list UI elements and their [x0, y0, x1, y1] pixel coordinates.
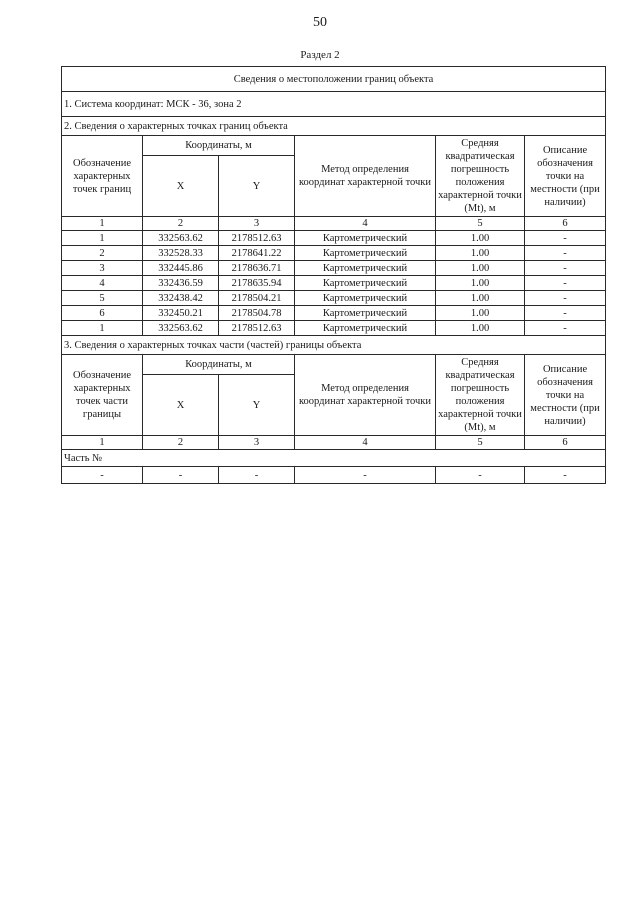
method: Картометрический [295, 291, 436, 306]
section-label: Раздел 2 [300, 49, 340, 61]
point-number: 2 [62, 246, 143, 261]
section2-title-row [62, 117, 606, 136]
error-value: 1.00 [436, 231, 525, 246]
header-description: Описание обозначения точки на местности (при наличии) [525, 355, 606, 436]
header-coords: Координаты, м [143, 355, 295, 375]
coord-y: 2178504.21 [219, 291, 295, 306]
column-number: 3 [219, 436, 295, 450]
method: Картометрический [295, 231, 436, 246]
coord-x: 332450.21 [143, 306, 219, 321]
table-row [62, 467, 606, 484]
section2-column-numbers [62, 217, 606, 231]
method: Картометрический [295, 306, 436, 321]
error-value: 1.00 [436, 276, 525, 291]
header-coords: Координаты, м [143, 136, 295, 156]
coord-x: 332563.62 [143, 321, 219, 336]
error-value: 1.00 [436, 261, 525, 276]
coord-y: 2178504.78 [219, 306, 295, 321]
column-number: 2 [143, 217, 219, 231]
method: Картометрический [295, 276, 436, 291]
column-number: 4 [295, 217, 436, 231]
table-row [62, 261, 606, 276]
section3-title: 3. Сведения о характерных точках части (частей) границы объекта [62, 336, 606, 355]
coord-system-row [62, 92, 606, 117]
coord-y: 2178512.63 [219, 231, 295, 246]
coord-x: 332436.59 [143, 276, 219, 291]
part-label-row [62, 450, 606, 467]
table-row [62, 321, 606, 336]
column-number: 4 [295, 436, 436, 450]
section2-header-row-1 [62, 136, 606, 156]
coord-system: 1. Система координат: МСК - 36, зона 2 [62, 92, 606, 117]
column-number: 5 [436, 436, 525, 450]
table-row [62, 231, 606, 246]
method: Картометрический [295, 246, 436, 261]
point-number: 5 [62, 291, 143, 306]
coord-y: 2178636.71 [219, 261, 295, 276]
point-number: 3 [62, 261, 143, 276]
description: - [525, 246, 606, 261]
header-method: Метод определения координат характерной точки [295, 136, 436, 217]
error-value: 1.00 [436, 321, 525, 336]
description: - [525, 291, 606, 306]
description: - [525, 261, 606, 276]
description: - [525, 306, 606, 321]
header-y: Y [219, 156, 295, 217]
header-description: Описание обозначения точки на местности (при наличии) [525, 136, 606, 217]
coord-x: 332528.33 [143, 246, 219, 261]
coord-x: 332563.62 [143, 231, 219, 246]
error-value: 1.00 [436, 306, 525, 321]
description: - [525, 467, 606, 484]
description: - [525, 321, 606, 336]
column-number: 6 [525, 217, 606, 231]
table-row [62, 291, 606, 306]
coord-x: - [143, 467, 219, 484]
table-title-row [62, 67, 606, 92]
description: - [525, 276, 606, 291]
error-value: 1.00 [436, 246, 525, 261]
coord-x: 332438.42 [143, 291, 219, 306]
page-number: 50 [313, 15, 327, 30]
point-number: 4 [62, 276, 143, 291]
column-number: 2 [143, 436, 219, 450]
column-number: 1 [62, 436, 143, 450]
coord-y: - [219, 467, 295, 484]
coord-y: 2178635.94 [219, 276, 295, 291]
header-designation: Обозначение характерных точек части границы [62, 355, 143, 436]
column-number: 6 [525, 436, 606, 450]
section2-title: 2. Сведения о характерных точках границ объекта [62, 117, 606, 136]
header-x: X [143, 156, 219, 217]
table-row [62, 276, 606, 291]
header-method: Метод определения координат характерной точки [295, 355, 436, 436]
header-error: Средняя квадратическая погрешность положения характерной точки (Mt), м [436, 355, 525, 436]
header-error: Средняя квадратическая погрешность положения характерной точки (Mt), м [436, 136, 525, 217]
method: Картометрический [295, 261, 436, 276]
header-x: X [143, 375, 219, 436]
point-number: 6 [62, 306, 143, 321]
boundary-table [61, 66, 606, 484]
point-number: 1 [62, 321, 143, 336]
coord-y: 2178641.22 [219, 246, 295, 261]
point-number: 1 [62, 231, 143, 246]
table-title: Сведения о местоположении границ объекта [62, 67, 606, 92]
part-label: Часть № [62, 450, 606, 467]
coord-x: 332445.86 [143, 261, 219, 276]
error-value: - [436, 467, 525, 484]
column-number: 5 [436, 217, 525, 231]
method: Картометрический [295, 321, 436, 336]
column-number: 3 [219, 217, 295, 231]
coord-y: 2178512.63 [219, 321, 295, 336]
section3-title-row [62, 336, 606, 355]
column-number: 1 [62, 217, 143, 231]
header-y: Y [219, 375, 295, 436]
table-row [62, 306, 606, 321]
description: - [525, 231, 606, 246]
header-designation: Обозначение характерных точек границ [62, 136, 143, 217]
method: - [295, 467, 436, 484]
error-value: 1.00 [436, 291, 525, 306]
section3-header-row-1 [62, 355, 606, 375]
section3-column-numbers [62, 436, 606, 450]
point-number: - [62, 467, 143, 484]
table-row [62, 246, 606, 261]
